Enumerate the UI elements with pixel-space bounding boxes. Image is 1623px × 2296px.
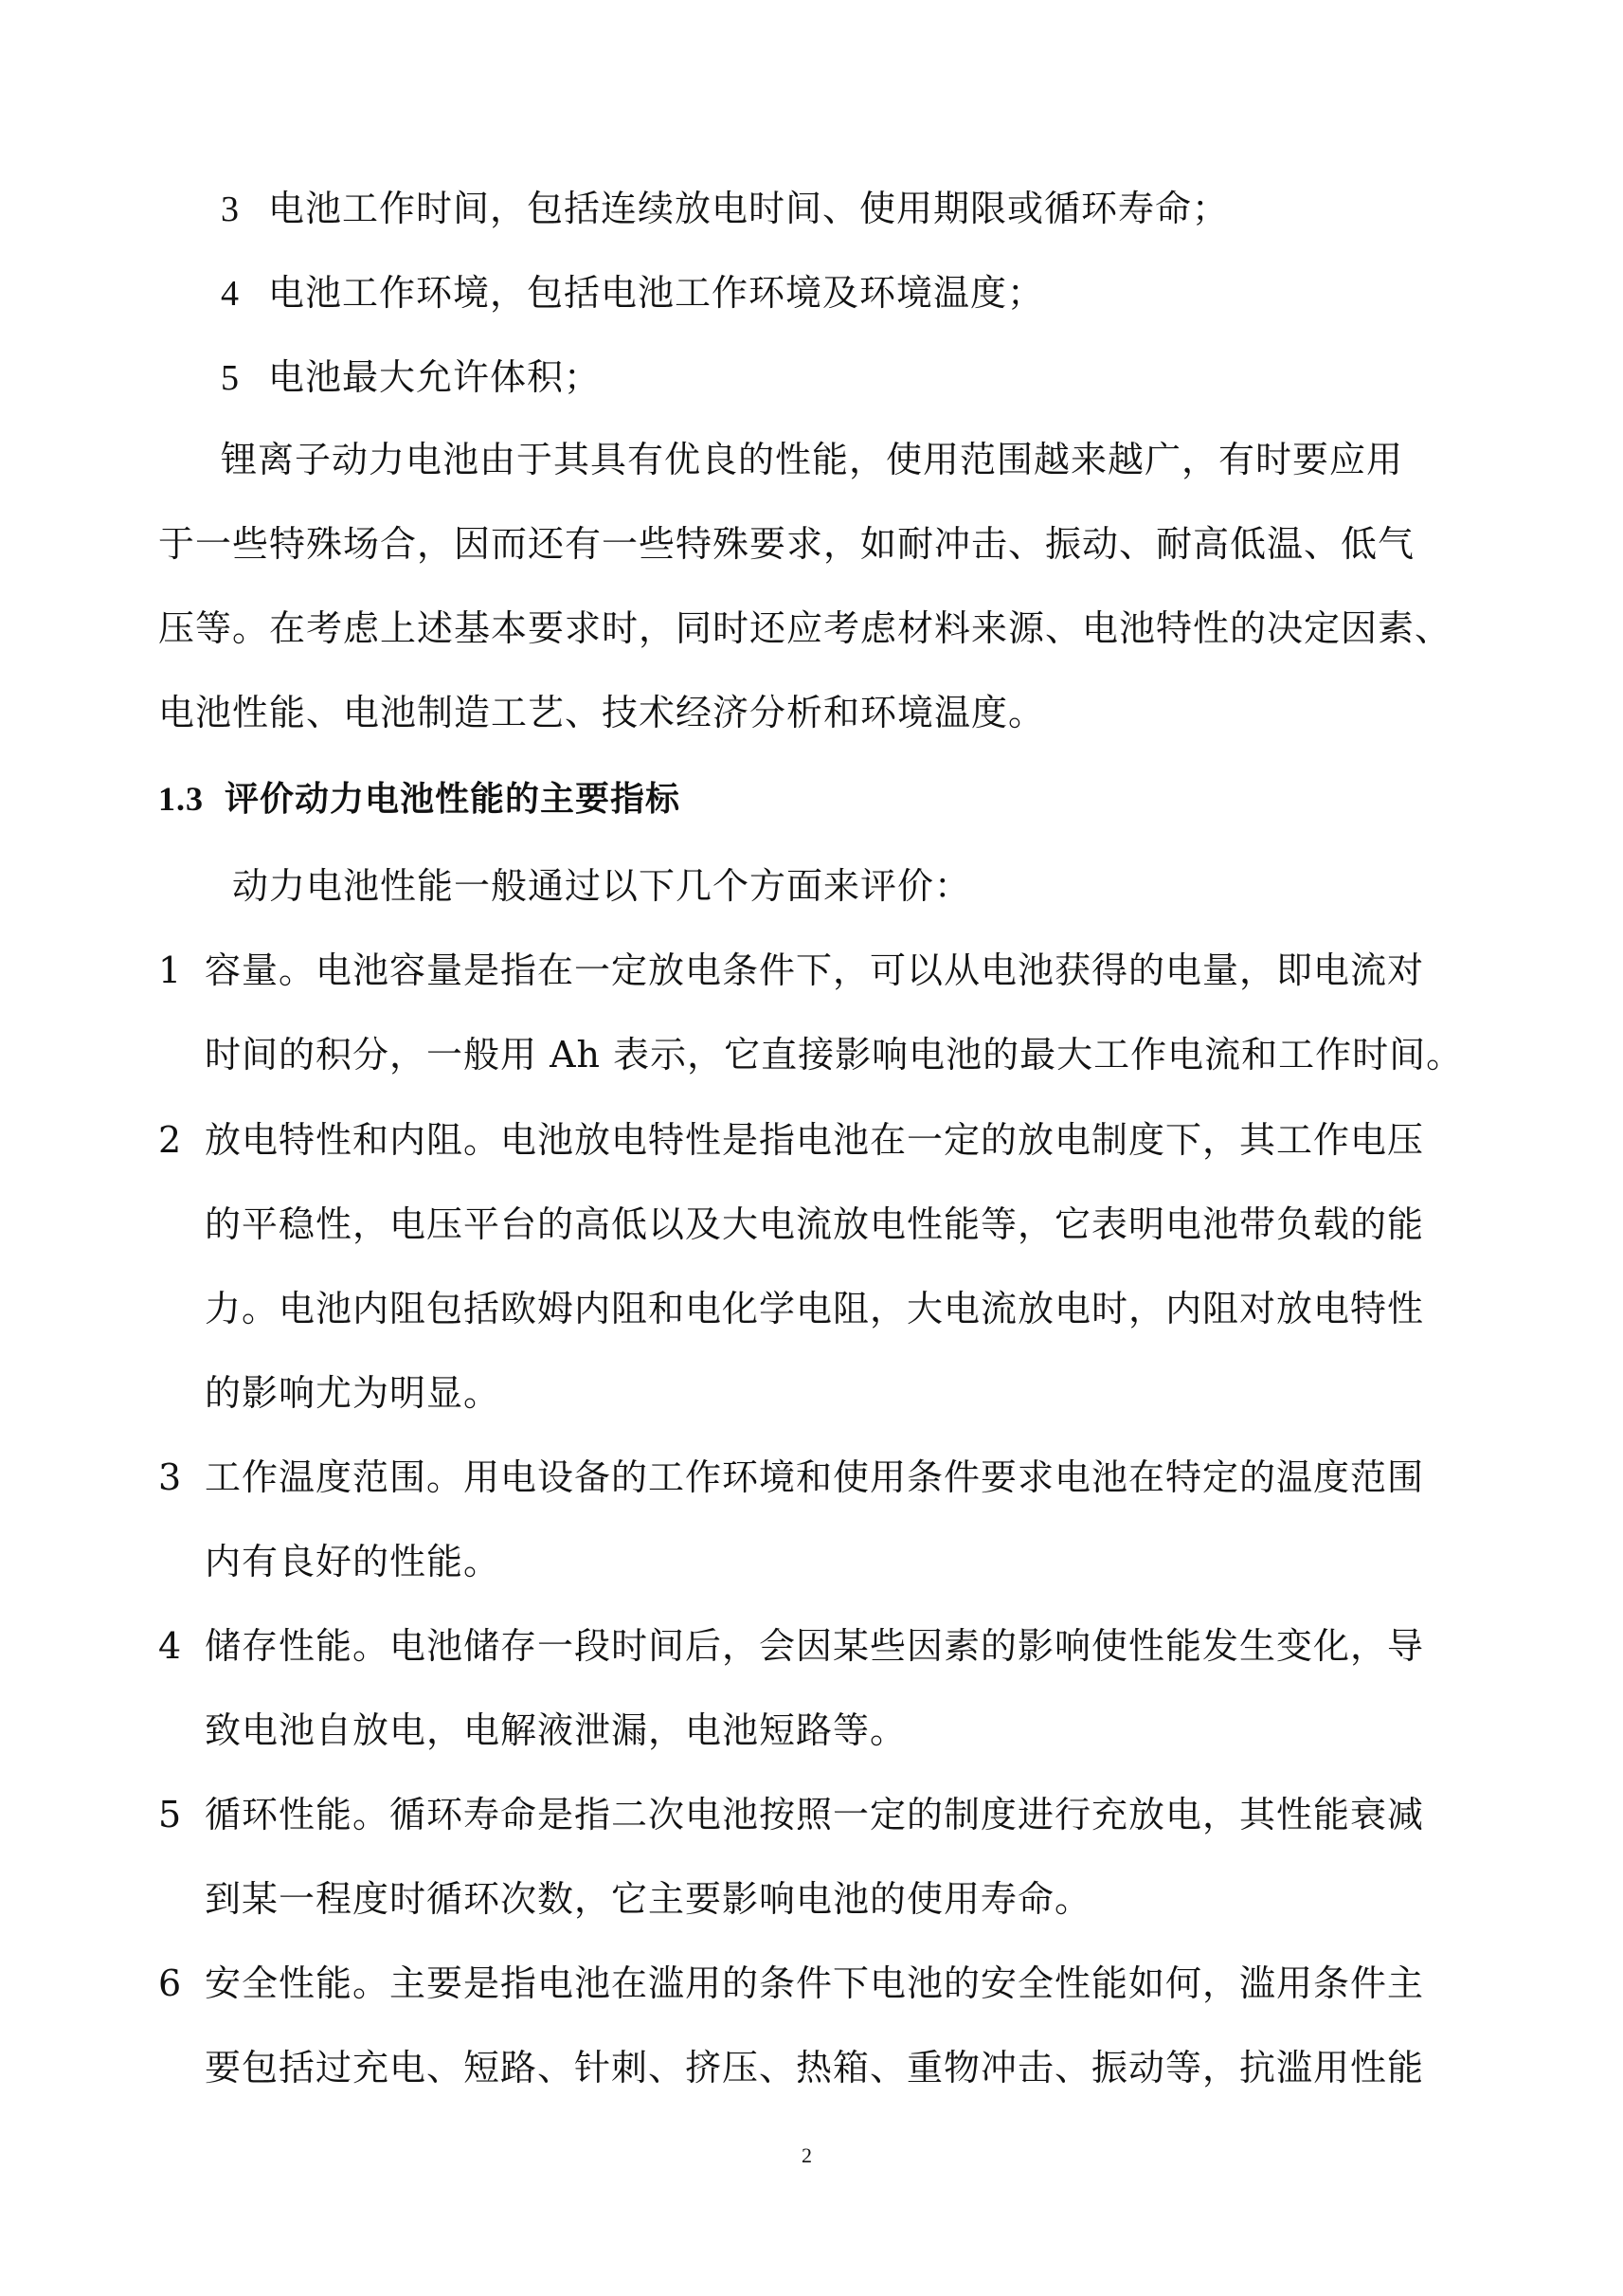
list-item-number: 3	[221, 190, 240, 229]
list-item-number: 4	[221, 274, 240, 314]
list-item-text: 放电特性和内阻。电池放电特性是指电池在一定的放电制度下，其工作电压	[205, 1119, 1425, 1161]
list-item-number: 5	[221, 358, 240, 398]
list-item-text: 储存性能。电池储存一段时间后，会因某些因素的影响使性能发生变化，导	[205, 1625, 1425, 1667]
paragraph-line: 于一些特殊场合，因而还有一些特殊要求，如耐冲击、振动、耐高低温、低气	[158, 523, 1416, 565]
list-item-text: 到某一程度时循环次数，它主要影响电池的使用寿命。	[205, 1878, 1092, 1920]
page-number: 2	[802, 2143, 812, 2167]
paragraph-line: 压等。在考虑上述基本要求时，同时还应考虑材料来源、电池特性的决定因素、	[158, 607, 1452, 649]
list-item-text: 的平稳性，电压平台的高低以及大电流放电性能等，它表明电池带负载的能	[205, 1203, 1425, 1245]
section-number: 1.3	[158, 780, 204, 818]
list-item	[221, 269, 1044, 316]
list-item-text: 工作温度范围。用电设备的工作环境和使用条件要求电池在特定的温度范围	[205, 1456, 1425, 1498]
list-item-text: 循环性能。循环寿命是指二次电池按照一定的制度进行充放电，其性能衰减	[205, 1794, 1425, 1835]
list-item-number: 1	[158, 949, 183, 991]
section-title: 评价动力电池性能的主要指标	[225, 780, 681, 819]
list-item-text: 电池工作环境，包括电池工作环境及环境温度；	[268, 272, 1045, 314]
list-item-number: 2	[158, 1119, 183, 1161]
list-item	[221, 353, 601, 401]
list-item-text: 的影响尤为明显。	[205, 1372, 501, 1414]
list-item-text: 内有良好的性能。	[205, 1541, 501, 1582]
list-item-text: 时间的积分，一般用 Ah 表示，它直接影响电池的最大工作电流和工作时间。	[205, 1034, 1464, 1076]
list-item-text: 安全性能。主要是指电池在滥用的条件下电池的安全性能如何，滥用条件主	[205, 1962, 1425, 2004]
list-item-text: 力。电池内阻包括欧姆内阻和电化学电阻，大电流放电时，内阻对放电特性	[205, 1288, 1425, 1329]
paragraph-line: 锂离子动力电池由于其具有优良的性能，使用范围越来越广，有时要应用	[221, 439, 1404, 480]
list-item-number: 6	[158, 1962, 183, 2004]
list-item	[221, 185, 1229, 232]
list-item-number: 4	[158, 1625, 183, 1667]
section-heading	[158, 775, 680, 823]
intro-text: 动力电池性能一般通过以下几个方面来评价：	[232, 865, 972, 907]
list-item-text: 要包括过充电、短路、针刺、挤压、热箱、重物冲击、振动等，抗滥用性能	[205, 2047, 1425, 2088]
list-item-number: 5	[158, 1794, 183, 1835]
list-item-text: 致电池自放电，电解液泄漏，电池短路等。	[205, 1709, 908, 1751]
list-item-number: 3	[158, 1456, 183, 1498]
paragraph-line: 电池性能、电池制造工艺、技术经济分析和环境温度。	[158, 692, 1046, 733]
list-item-text: 电池最大允许体积；	[268, 356, 602, 398]
list-item-text: 电池工作时间，包括连续放电时间、使用期限或循环寿命；	[268, 188, 1230, 229]
list-item-text: 容量。电池容量是指在一定放电条件下，可以从电池获得的电量，即电流对	[205, 949, 1425, 991]
